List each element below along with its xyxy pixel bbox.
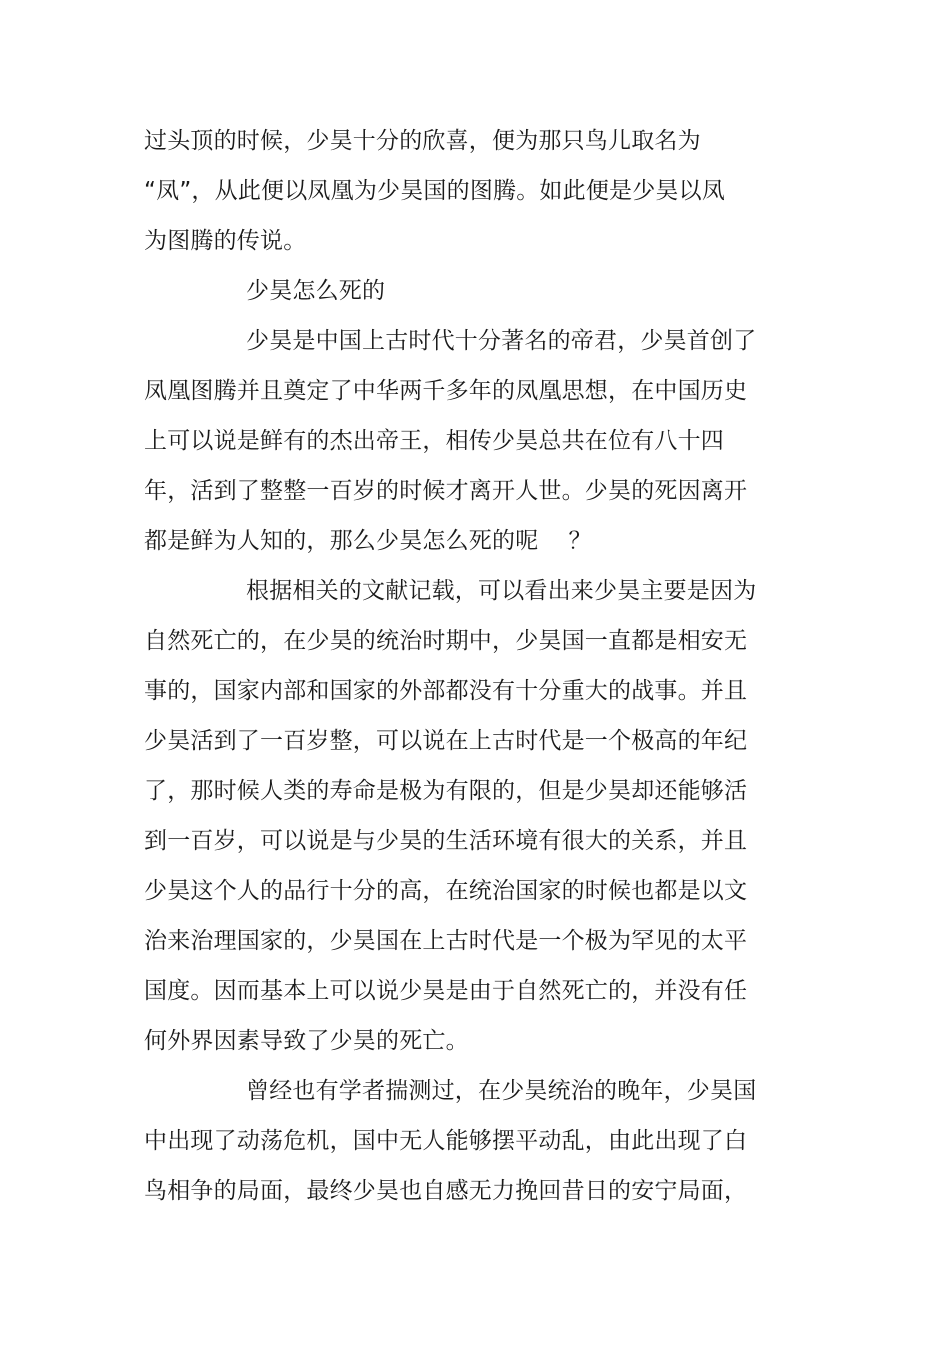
paragraph-first-line: 少昊是中国上古时代十分著名的帝君，少昊首创了: [246, 328, 757, 354]
text-line: 何外界因素导致了少昊的死亡。: [144, 1028, 469, 1054]
text-line: 上可以说是鲜有的杰出帝王，相传少昊总共在位有八十四: [144, 428, 724, 454]
text-line: 国度。因而基本上可以说少昊是由于自然死亡的，并没有任: [144, 978, 748, 1004]
text-line: 自然死亡的，在少昊的统治时期中，少昊国一直都是相安无: [144, 628, 748, 654]
text-line: 了，那时候人类的寿命是极为有限的，但是少昊却还能够活: [144, 778, 748, 804]
paragraph-first-line: 根据相关的文献记载，可以看出来少昊主要是因为: [246, 578, 757, 604]
text-line: 治来治理国家的，少昊国在上古时代是一个极为罕见的太平: [144, 928, 748, 954]
text-line: 到一百岁，可以说是与少昊的生活环境有很大的关系，并且: [144, 828, 748, 854]
paragraph-first-line: 曾经也有学者揣测过，在少昊统治的晚年，少昊国: [246, 1078, 757, 1104]
text-line: 鸟相争的局面，最终少昊也自感无力挽回昔日的安宁局面，: [144, 1178, 748, 1204]
text-line: 过头顶的时候，少昊十分的欣喜，便为那只鸟儿取名为: [144, 128, 701, 154]
text-line: “凤”，从此便以凤凰为少昊国的图腾。如此便是少昊以凤: [144, 178, 726, 204]
text-line: 中出现了动荡危机，国中无人能够摆平动乱，由此出现了白: [144, 1128, 748, 1154]
section-heading: 少昊怎么死的: [246, 278, 386, 304]
text-line: 凤凰图腾并且奠定了中华两千多年的凤凰思想，在中国历史: [144, 378, 748, 404]
text-line: 都是鲜为人知的，那么少昊怎么死的呢 ？: [144, 528, 592, 554]
text-line: 事的，国家内部和国家的外部都没有十分重大的战事。并且: [144, 678, 748, 704]
text-line: 年，活到了整整一百岁的时候才离开人世。少昊的死因离开: [144, 478, 748, 504]
text-line: 为图腾的传说。: [144, 228, 307, 254]
text-line: 少昊这个人的品行十分的高，在统治国家的时候也都是以文: [144, 878, 748, 904]
text-line: 少昊活到了一百岁整，可以说在上古时代是一个极高的年纪: [144, 728, 748, 754]
